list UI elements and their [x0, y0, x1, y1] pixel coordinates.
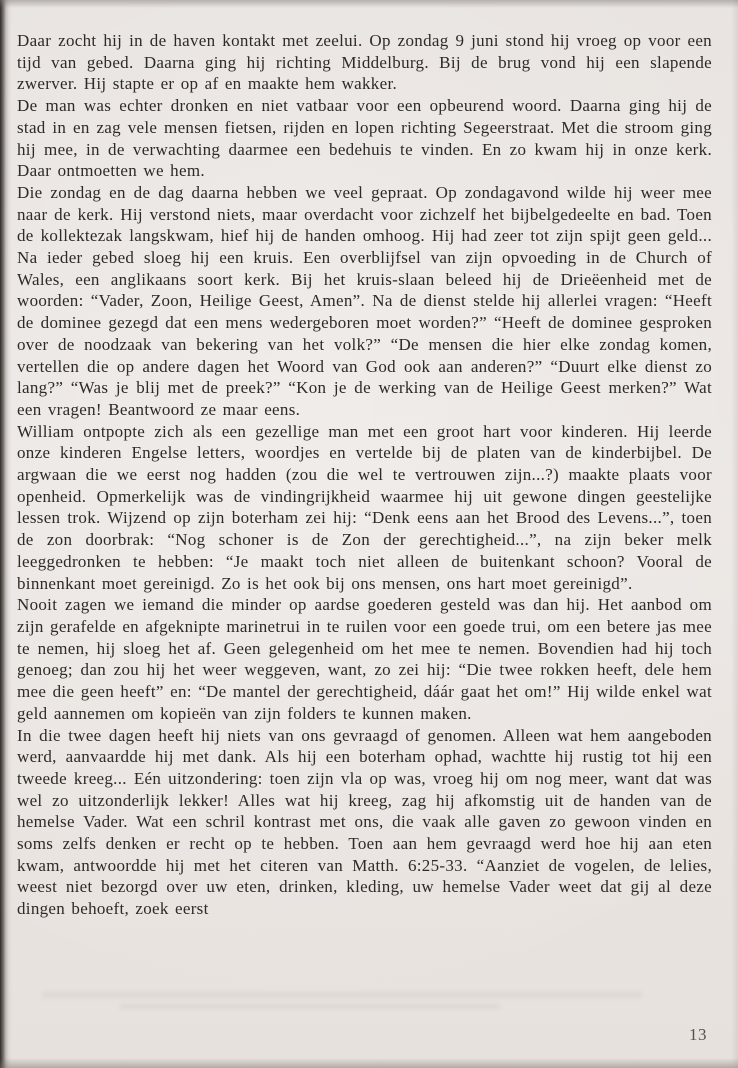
paragraph-1: Daar zocht hij in de haven kontakt met zeelui. Op zondag 9 juni stond hij vroeg op voor een tijd van gebed. Daarna ging hij richting Middelburg. Bij de brug vond hij een slapende zwerver. Hij stapte er op af en maakte hem wakker. [17, 31, 712, 94]
body-text [17, 30, 712, 920]
scan-edge-left [0, 0, 12, 1068]
bleedthrough-artifact [120, 1004, 500, 1009]
scan-edge-top [0, 0, 738, 8]
paragraph-6: In die twee dagen heeft hij niets van ons gevraagd of genomen. Alleen wat hem aangeboden werd, aanvaardde hij met dank. Als hij een boterham ophad, wachtte hij rustig tot hij een tweede kreeg... Eén uitzondering: toen zijn vla op was, vroeg hij om nog meer, want dat was wel zo uitzonderlijk lekker! Alles wat hij kreeg, zag hij afkomstig uit de handen van de hemelse Vader. Wat een schril kontrast met ons, die vaak alle gaven zo gewoon vinden en soms zelfs denken er recht op te hebben. Toen aan hem gevraagd werd hoe hij aan eten kwam, antwoordde hij met het citeren van Matth. 6:25-33. “Aanziet de vogelen, de lelies, weest niet bezorgd over uw eten, drinken, kleding, uw hemelse Vader weet dat gij al deze dingen behoeft, zoek eerst [17, 725, 712, 919]
paragraph-3: Die zondag en de dag daarna hebben we veel gepraat. Op zondagavond wilde hij weer mee naar de kerk. Hij verstond niets, maar overdacht voor zichzelf het bijbelgedeelte en bad. Toen de kollektezak langskwam, hief hij de handen omhoog. Hij had zeer tot zijn spijt geen geld... Na ieder gebed sloeg hij een kruis. Een overblijfsel van zijn opvoeding in de Church of Wales, een anglikaans soort kerk. Bij het kruis-slaan beleed hij de Drieëenheid met de woorden: “Vader, Zoon, Heilige Geest, Amen”. Na de dienst stelde hij allerlei vragen: “Heeft de dominee gezegd dat een mens wedergeboren moet worden?” “Heeft de dominee gesproken over de noodzaak van bekering van het volk?” “De mensen die hier elke zondag komen, vertellen die op andere dagen het Woord van God ook aan anderen?” “Duurt elke dienst zo lang?” “Was je blij met de preek?” “Kon je de werking van de Heilige Geest merken?” Wat een vragen! Beantwoord ze maar eens. [17, 182, 712, 419]
paragraph-4: William ontpopte zich als een gezellige man met een groot hart voor kinderen. Hij leerde onze kinderen Engelse letters, woordjes en vertelde bij de platen van de kinderbijbel. De argwaan die we eerst nog hadden (zou die wel te vertrouwen zijn...?) maakte plaats voor openheid. Opmerkelijk was de vindingrijkheid waarmee hij uit gewone dingen geestelijke lessen trok. Wijzend op zijn boterham zei hij: “Denk eens aan het Brood des Levens...”, toen de zon doorbrak: “Nog schoner is de Zon der gerechtigheid...”, na zijn beker melk leeggedronken te hebben: “Je maakt toch niet alleen de buitenkant schoon? Vooral de binnenkant moet gereinigd. Zo is het ook bij ons mensen, ons hart moet gereinigd”. [17, 421, 712, 593]
paragraph-2: De man was echter dronken en niet vatbaar voor een opbeurend woord. Daarna ging hij de stad in en zag vele mensen fietsen, rijden en lopen richting Segeerstraat. Met die stroom ging hij mee, in de verwachting daarmee een bedehuis te vinden. En zo kwam hij in onze kerk. Daar ontmoetten we hem. [17, 96, 712, 181]
paragraph-5: Nooit zagen we iemand die minder op aardse goederen gesteld was dan hij. Het aanbod om zijn gerafelde en afgeknipte marinetrui in te ruilen voor een goede trui, om een betere jas mee te nemen, hij sloeg het af. Geen gelegenheid om het mee te nemen. Bovendien had hij toch genoeg; dan zou hij het weer weggeven, want, zo zei hij: “Die twee rokken heeft, dele hem mee die geen heeft” en: “De mantel der gerechtigheid, dáár gaat het om!” Hij wilde enkel wat geld aannemen om kopieën van zijn folders te kunnen maken. [17, 595, 712, 723]
page-number: 13 [689, 1025, 707, 1044]
scan-edge-right [731, 0, 738, 1068]
scan-edge-bottom [0, 1058, 738, 1068]
bleedthrough-artifact [42, 992, 642, 998]
